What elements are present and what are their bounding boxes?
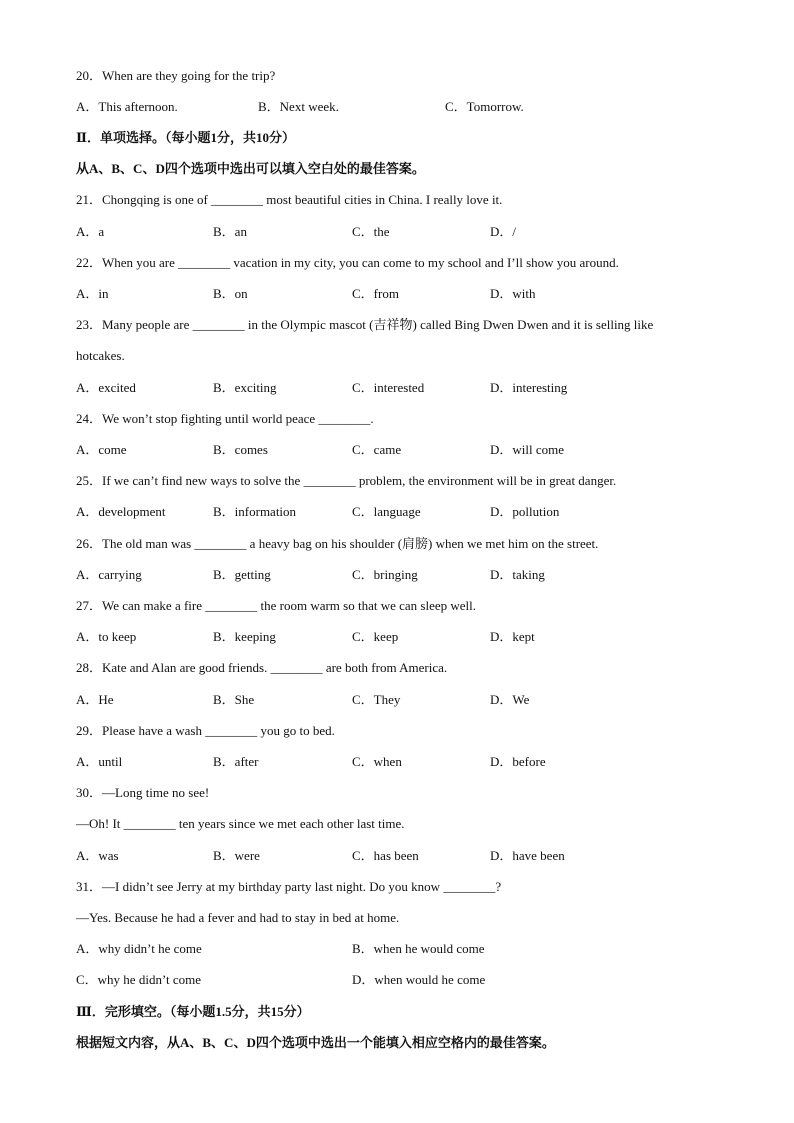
section-3-instruction: 根据短文内容，从A、B、C、D四个选项中选出一个能填入相应空格内的最佳答案。 — [76, 1035, 555, 1050]
question-23-option-c: C．interested — [352, 380, 425, 395]
question-28-option-d: D．We — [490, 692, 530, 707]
question-23-stem-continued: hotcakes. — [76, 348, 125, 363]
question-20-option-c: C．Tomorrow. — [445, 99, 524, 114]
question-27-option-c: C．keep — [352, 629, 399, 644]
question-21-stem: 21．Chongqing is one of ________ most beautiful cities in China. I really love it. — [76, 192, 503, 207]
question-26-option-c: C．bringing — [352, 567, 418, 582]
question-27-stem: 27．We can make a fire ________ the room warm so that we can sleep well. — [76, 598, 477, 613]
question-26-option-a: A．carrying — [76, 567, 142, 582]
question-21-option-c: C．the — [352, 224, 390, 239]
question-25-option-c: C．language — [352, 504, 421, 519]
question-25-option-d: D．pollution — [490, 504, 560, 519]
question-31-option-c: C．why he didn’t come — [76, 972, 202, 987]
question-26-option-b: B．getting — [213, 567, 271, 582]
question-27-option-b: B．keeping — [213, 629, 276, 644]
question-23-option-d: D．interesting — [490, 380, 568, 395]
question-25-stem: 25．If we can’t find new ways to solve the ________ problem, the environment will be in great danger. — [76, 473, 617, 488]
question-30-option-b: B．were — [213, 848, 260, 863]
question-29-option-a: A．until — [76, 754, 123, 769]
section-2-title: Ⅱ．单项选择。（每小题1分，共10分） — [76, 130, 295, 145]
question-26-option-d: D．taking — [490, 567, 545, 582]
question-27-option-a: A．to keep — [76, 629, 137, 644]
question-22-stem: 22．When you are ________ vacation in my city, you can come to my school and I’ll show you around. — [76, 255, 619, 270]
question-28-option-c: C．They — [352, 692, 401, 707]
question-29-stem: 29．Please have a wash ________ you go to bed. — [76, 723, 335, 738]
question-28-stem: 28．Kate and Alan are good friends. ________ are both from America. — [76, 660, 448, 675]
section-2-instruction: 从A、B、C、D四个选项中选出可以填入空白处的最佳答案。 — [76, 161, 425, 176]
question-24-stem: 24．We won’t stop fighting until world peace ________. — [76, 411, 374, 426]
question-20-stem: 20．When are they going for the trip? — [76, 68, 276, 83]
question-29-option-c: C．when — [352, 754, 402, 769]
question-20-option-b: B．Next week. — [258, 99, 339, 114]
question-30-stem: 30．—Long time no see! — [76, 785, 210, 800]
question-24-option-c: C．came — [352, 442, 402, 457]
question-29-option-d: D．before — [490, 754, 546, 769]
question-21-option-a: A．a — [76, 224, 105, 239]
question-25-option-b: B．information — [213, 504, 297, 519]
question-31-option-d: D．when would he come — [352, 972, 486, 987]
question-23-option-a: A．excited — [76, 380, 136, 395]
question-21-option-d: D．/ — [490, 224, 517, 239]
question-31-stem: 31．—I didn’t see Jerry at my birthday party last night. Do you know ________? — [76, 879, 502, 894]
question-30-option-d: D．have been — [490, 848, 565, 863]
question-28-option-b: B．She — [213, 692, 255, 707]
question-25-option-a: A．development — [76, 504, 166, 519]
question-26-stem: 26．The old man was ________ a heavy bag on his shoulder (肩膀) when we met him on the street. — [76, 536, 599, 551]
question-24-option-d: D．will come — [490, 442, 565, 457]
question-24-option-b: B．comes — [213, 442, 268, 457]
question-30-stem-continued: —Oh! It ________ ten years since we met each other last time. — [76, 816, 405, 831]
question-30-option-a: A．was — [76, 848, 119, 863]
question-22-option-d: D．with — [490, 286, 536, 301]
question-23-stem: 23．Many people are ________ in the Olympic mascot (吉祥物) called Bing Dwen Dwen and it is selling like — [76, 317, 654, 332]
question-31-option-a: A．why didn’t he come — [76, 941, 202, 956]
question-31-stem-continued: —Yes. Because he had a fever and had to stay in bed at home. — [76, 910, 400, 925]
question-23-option-b: B．exciting — [213, 380, 277, 395]
question-30-option-c: C．has been — [352, 848, 419, 863]
question-21-option-b: B．an — [213, 224, 247, 239]
question-22-option-a: A．in — [76, 286, 109, 301]
question-22-option-c: C．from — [352, 286, 399, 301]
question-28-option-a: A．He — [76, 692, 114, 707]
question-29-option-b: B．after — [213, 754, 259, 769]
question-20-option-a: A．This afternoon. — [76, 99, 178, 114]
question-22-option-b: B．on — [213, 286, 248, 301]
section-3-title: Ⅲ．完形填空。（每小题1.5分，共15分） — [76, 1004, 310, 1019]
question-24-option-a: A．come — [76, 442, 127, 457]
question-31-option-b: B．when he would come — [352, 941, 485, 956]
question-27-option-d: D．kept — [490, 629, 535, 644]
